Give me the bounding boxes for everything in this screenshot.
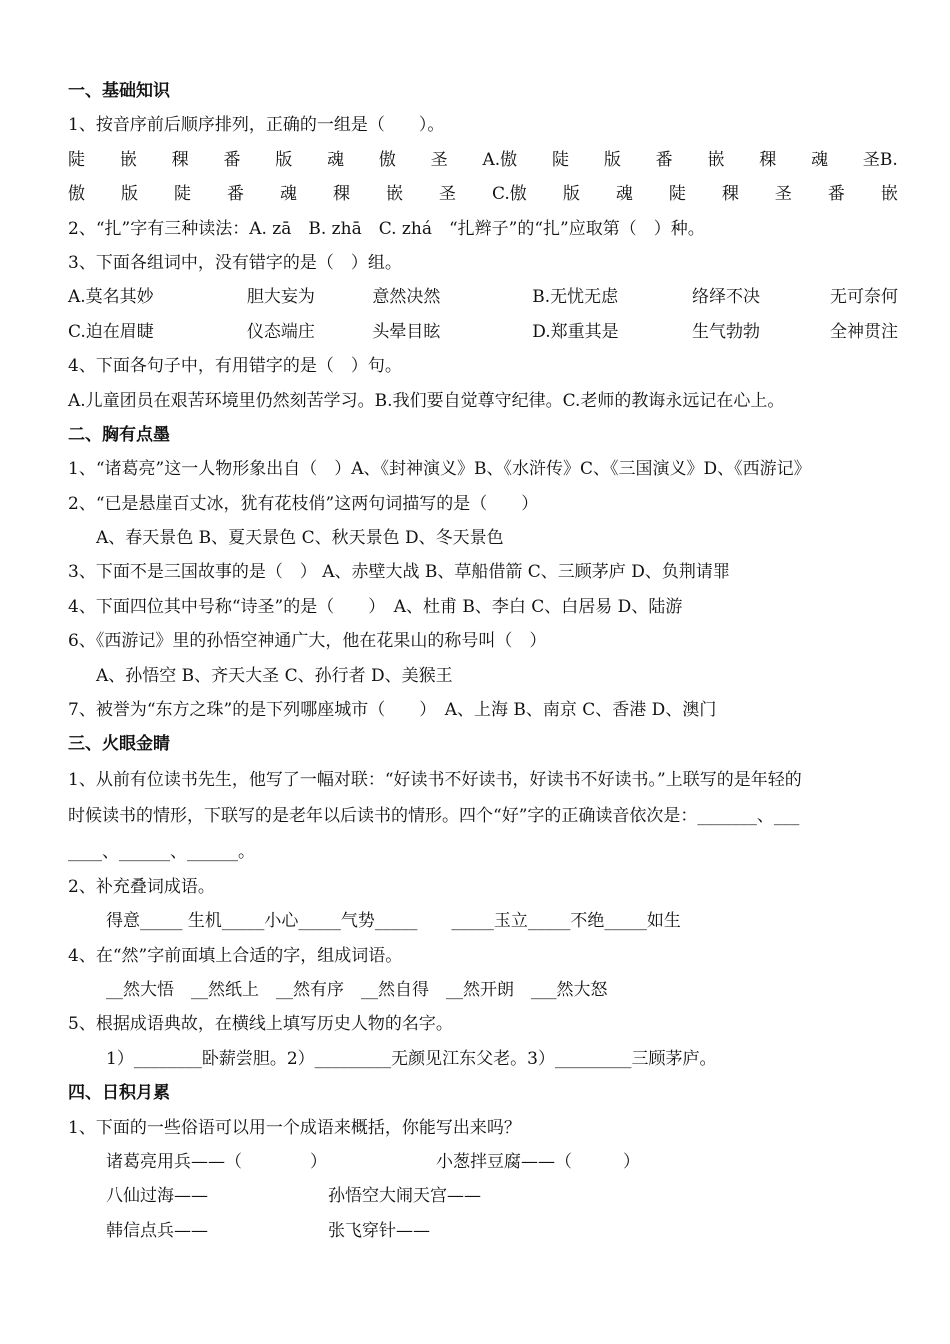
section-title: 二、胸有点墨 <box>68 424 170 445</box>
question-text: 2、“扎”字有三种读法：A. zā B. zhā C. zhá “扎辫子”的“扎”应取第（ ）种。 <box>68 218 705 239</box>
question-text: 4、在“然”字前面填上合适的字，组成词语。 <box>68 945 403 966</box>
proverb-row <box>68 1214 898 1248</box>
word-item: 无可奈何 <box>829 287 898 308</box>
word-item: A.莫名其妙 <box>68 287 154 308</box>
sequence-char: 魂 <box>615 184 633 205</box>
proverb-item: 孙悟空大闹天宫—— <box>328 1186 481 1207</box>
sequence-char: 嵌 <box>119 149 137 170</box>
proverb-item: 韩信点兵—— <box>106 1220 208 1241</box>
word-item: B.无忧无虑 <box>532 287 619 308</box>
sequence-option-row <box>68 177 898 211</box>
question-text: 3、下面各组词中，没有错字的是（ ）组。 <box>68 252 402 273</box>
word-item: D.郑重其是 <box>532 321 619 342</box>
sequence-char: 圣 <box>439 184 456 205</box>
word-item: C.迫在眉睫 <box>68 321 154 342</box>
sequence-char: 傲 <box>378 149 396 170</box>
question-text: 6、《西游记》里的孙悟空神通广大，他在花果山的称号叫（ ） <box>68 631 547 652</box>
section-title: 四、日积月累 <box>68 1083 170 1104</box>
sequence-char: 版 <box>603 149 621 170</box>
word-item: 意然决然 <box>372 287 441 308</box>
fill-in-items: 1）________卧薪尝胆。2）_________无颜见江东父老。3）_________三顾茅庐。 <box>106 1048 717 1069</box>
word-item: 生气勃勃 <box>692 321 761 342</box>
proverb-item: 张飞穿针—— <box>328 1220 430 1241</box>
word-item: 络绎不决 <box>692 287 761 308</box>
worksheet <box>68 74 898 1248</box>
question-text: 2、补充叠词成语。 <box>68 876 215 897</box>
word-group-row <box>68 315 898 349</box>
question-text: 3、下面不是三国故事的是（ ） A、赤壁大战 B、草船借箭 C、三顾茅庐 D、负荆请罪 <box>68 562 730 583</box>
sequence-char: 傲 <box>68 184 85 205</box>
sequence-char: 稞 <box>759 149 777 170</box>
sequence-char: 版 <box>562 184 580 205</box>
fill-in-items: 得意_____ 生机_____小心_____气势_____ _____玉立_____不绝_____如生 <box>106 911 681 932</box>
answer-options: A.儿童团员在艰苦环境里仍然刻苦学习。B.我们要自觉尊守纪律。C.老师的教诲永远记在心上。 <box>68 390 785 411</box>
section-title: 一、基础知识 <box>68 81 170 101</box>
question-text: 1、按音序前后顺序排列，正确的一组是（ ）。 <box>68 115 445 136</box>
question-text: 4、下面四位其中号称“诗圣”的是（ ） A、杜甫 B、李白 C、白居易 D、陆游 <box>68 596 683 617</box>
question-text: 4、下面各句子中，有用错字的是（ ）句。 <box>68 356 402 377</box>
sequence-char: C.傲 <box>492 184 527 205</box>
sequence-char: 番 <box>827 184 845 205</box>
proverb-row <box>68 1145 898 1179</box>
sequence-char: 版 <box>121 184 138 205</box>
sequence-char: 番 <box>223 149 241 170</box>
word-item: 头晕目眩 <box>372 321 441 342</box>
sequence-char: 圣B. <box>862 149 898 170</box>
proverb-item: 小葱拌豆腐——（ ） <box>436 1151 640 1172</box>
proverb-row <box>68 1179 898 1213</box>
question-text: 7、被誉为“东方之珠”的是下列哪座城市（ ） A、上海 B、南京 C、香港 D、澳门 <box>68 700 717 721</box>
sequence-char: 圣 <box>774 184 792 205</box>
section-title: 三、火眼金睛 <box>68 734 170 755</box>
fill-in-items: __然大悟 __然纸上 __然有序 __然自得 __然开朗 ___然大怒 <box>106 979 608 1000</box>
question-text: ____、______、______。 <box>68 841 255 862</box>
answer-options: A、春天景色 B、夏天景色 C、秋天景色 D、冬天景色 <box>96 528 504 549</box>
sequence-char: 稞 <box>721 184 739 205</box>
sequence-char: 番 <box>227 184 244 205</box>
proverb-item: 八仙过海—— <box>106 1186 208 1207</box>
sequence-char: 稞 <box>333 184 350 205</box>
word-item: 仪态端庄 <box>246 321 315 342</box>
sequence-char: 陡 <box>174 184 191 205</box>
sequence-char: 魂 <box>811 149 829 170</box>
question-text: 5、根据成语典故，在横线上填写历史人物的名字。 <box>68 1014 453 1035</box>
sequence-char: 陡 <box>668 184 686 205</box>
word-item: 胆大妄为 <box>246 287 315 308</box>
sequence-char: 陡 <box>68 149 85 170</box>
sequence-char: 嵌 <box>707 149 725 170</box>
sequence-char: 魂 <box>327 149 345 170</box>
word-item: 全神贯注 <box>829 321 898 342</box>
sequence-char: 魂 <box>280 184 297 205</box>
sequence-char: 嵌 <box>386 184 403 205</box>
sequence-char: 版 <box>275 149 293 170</box>
answer-options: A、孙悟空 B、齐天大圣 C、孙行者 D、美猴王 <box>96 665 453 686</box>
proverb-item: 诸葛亮用兵——（ ） <box>106 1151 327 1172</box>
sequence-option-row <box>68 143 898 177</box>
question-text: 1、从前有位读书先生，他写了一幅对联：“好读书不好读书，好读书不好读书。”上联写的是年轻的 <box>68 769 802 790</box>
sequence-char: 陡 <box>552 149 569 170</box>
sequence-char: 嵌 <box>880 184 898 205</box>
question-text: 1、“诸葛亮”这一人物形象出自（ ）A、《封神演义》B、《水浒传》C、《三国演义》D、《西游记》 <box>68 459 811 480</box>
sequence-char: 圣 <box>430 149 448 170</box>
question-text: 时候读书的情形，下联写的是老年以后读书的情形。四个“好”字的正确读音依次是：_______、___ <box>68 805 800 826</box>
sequence-char: 番 <box>655 149 673 170</box>
sequence-char: A.傲 <box>482 149 518 170</box>
sequence-char: 稞 <box>171 149 189 170</box>
word-group-row <box>68 280 898 314</box>
question-text: 1、下面的一些俗语可以用一个成语来概括，你能写出来吗？ <box>68 1117 521 1138</box>
question-text: 2、“已是悬崖百丈冰，犹有花枝俏”这两句词描写的是（ ） <box>68 493 539 514</box>
